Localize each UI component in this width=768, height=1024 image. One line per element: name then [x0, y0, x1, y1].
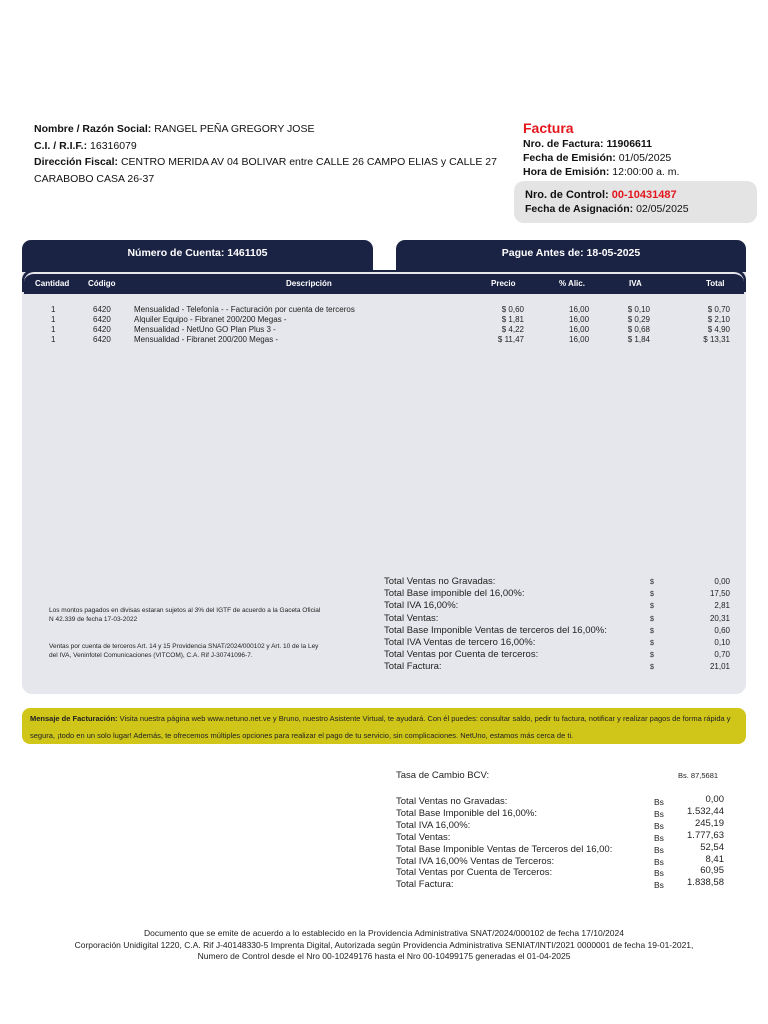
customer-name: RANGEL PEÑA GREGORY JOSE [154, 123, 315, 135]
customer-address-1: CENTRO MERIDA AV 04 BOLIVAR entre CALLE 26 CAMPO ELIAS y CALLE 27 [120, 156, 497, 168]
cell-alic: 16,00 [569, 325, 590, 334]
igtf-note: Los montos pagados en divisas estaran sujetos al 3% del IGTF de acuerdo a la Gaceta Oficial N 42.339 de fecha 17-03-2022 [49, 607, 321, 623]
bs-total-value: 52,54 [700, 841, 724, 853]
cell-codigo: 6420 [93, 305, 111, 314]
cell-precio: $ 11,47 [497, 335, 524, 344]
usd-currency: $ [650, 591, 654, 599]
cell-codigo: 6420 [93, 315, 111, 324]
bs-total-value: 245,19 [694, 817, 724, 829]
due-date-tab: Pague Antes de: 18-05-2025 [396, 240, 746, 272]
th-iva: IVA [629, 279, 642, 288]
billing-message-label: Mensaje de Facturación: [30, 714, 118, 723]
invoice-time: 12:00:00 a. m. [612, 166, 680, 178]
bcv-label: Tasa de Cambio BCV: [396, 770, 490, 781]
bs-total-label: Total Base Imponible Ventas de Terceros del 16,00: [396, 843, 613, 855]
assign-date-label: Fecha de Asignación: [525, 203, 634, 215]
bs-total-value: 60,95 [700, 865, 724, 877]
bs-currency: Bs [654, 880, 664, 891]
th-cantidad: Cantidad [35, 279, 70, 288]
usd-totals-labels [384, 576, 607, 674]
usd-total-value: 21,01 [709, 662, 730, 672]
usd-total-value: 0,60 [714, 625, 730, 635]
usd-currency: $ [650, 615, 654, 623]
bs-currency: Bs [654, 808, 664, 819]
invoice-info [523, 137, 679, 179]
usd-totals-values [680, 576, 730, 674]
table-row [0, 335, 768, 345]
bs-currency: Bs [654, 844, 664, 855]
usd-total-value: 0,10 [714, 638, 730, 648]
billing-message-text: Visita nuestra página web www.netuno.net.ve y Bruno, nuestro Asistente Virtual, te ayudará. Con él puedes: consultar saldo, pedir tu factura, notificar y realizar pagos de forma rápida y segura, ¡todo en un solo lugar! Además, te ofrecemos múltiples opciones para realizar el pago de tu servicio, sin complicaciones. NetUno, estamos más cerca de ti. [30, 714, 731, 740]
cell-alic: 16,00 [569, 315, 590, 324]
customer-info [34, 121, 514, 187]
usd-total-value: 2,81 [714, 601, 730, 611]
usd-total-label: Total Base imponible del 16,00%: [384, 588, 525, 600]
cell-precio: $ 0,60 [501, 305, 524, 314]
cell-cantidad: 1 [51, 325, 56, 334]
cell-total: $ 2,10 [707, 315, 730, 324]
usd-total-label: Total Ventas no Gravadas: [384, 576, 496, 587]
bs-currency: Bs [654, 797, 664, 807]
cell-total: $ 4,90 [707, 325, 730, 334]
billing-message-content [30, 710, 742, 744]
invoice-time-line [523, 165, 679, 179]
cell-cantidad: 1 [51, 305, 56, 314]
cell-descripcion: Alquiler Equipo - Fibranet 200/200 Megas - [134, 315, 287, 324]
usd-total-value: 17,50 [709, 589, 730, 599]
bs-currency: Bs [654, 868, 664, 879]
usd-currency: $ [650, 640, 654, 648]
bs-total-label: Total Base Imponible del 16,00%: [396, 807, 538, 819]
th-codigo: Código [88, 279, 116, 288]
cell-cantidad: 1 [51, 315, 56, 324]
bs-total-label: Total Ventas no Gravadas: [396, 796, 508, 807]
invoice-number: 11906611 [606, 138, 652, 150]
customer-rif: 16316079 [90, 139, 137, 152]
control-number-label: Nro. de Control: [525, 189, 609, 201]
cell-iva: $ 0,68 [627, 325, 650, 334]
usd-total-label: Total IVA Ventas de tercero 16,00%: [384, 637, 536, 649]
cell-total: $ 0,70 [707, 305, 730, 314]
bs-total-value: 1.532,44 [687, 805, 724, 817]
th-descripcion: Descripción [286, 279, 332, 288]
usd-currency: $ [650, 603, 654, 611]
assign-date: 02/05/2025 [636, 203, 689, 215]
bs-total-value: 8,41 [705, 853, 724, 865]
cell-descripcion: Mensualidad - Telefonía - - Facturación por cuenta de terceros [134, 305, 355, 314]
cell-descripcion: Mensualidad - Fibranet 200/200 Megas - [134, 335, 279, 344]
invoice-number-label: Nro. de Factura: [523, 138, 604, 150]
usd-currency: $ [650, 652, 654, 660]
usd-total-label: Total Base Imponible Ventas de terceros del 16,00%: [384, 624, 607, 636]
th-alic: % Alic. [559, 279, 585, 288]
cell-precio: $ 1,81 [501, 315, 524, 324]
usd-currency: $ [650, 579, 654, 586]
usd-totals-currency [650, 577, 654, 675]
bs-total-label: Total IVA 16,00% Ventas de Terceros: [396, 855, 555, 867]
usd-total-label: Total IVA 16,00%: [384, 600, 459, 612]
control-number: 00-10431487 [611, 189, 677, 201]
cell-alic: 16,00 [569, 305, 590, 314]
bs-totals-currency [654, 797, 664, 892]
bs-total-label: Total Ventas: [396, 831, 451, 843]
bs-total-label: Total Ventas por Cuenta de Terceros: [396, 867, 553, 879]
cell-descripcion: Mensualidad - NetUno GO Plan Plus 3 - [134, 325, 276, 334]
customer-rif-label: C.I. / R.I.F.: [34, 139, 88, 152]
th-total: Total [706, 279, 725, 288]
usd-total-label: Total Ventas por Cuenta de terceros: [384, 649, 539, 661]
bcv-value: Bs. 87,5681 [678, 771, 719, 780]
bs-currency: Bs [654, 832, 664, 843]
usd-currency: $ [650, 664, 654, 672]
bs-totals-labels [396, 796, 612, 891]
customer-address-line [34, 154, 514, 171]
invoice-date: 01/05/2025 [618, 152, 672, 164]
invoice-number-line [523, 137, 679, 151]
bs-total-value: 1.838,58 [687, 877, 724, 889]
usd-total-label: Total Ventas: [384, 612, 439, 624]
invoice-date-line [523, 151, 679, 165]
footer-line-1: Documento que se emite de acuerdo a lo establecido en la Providencia Administrativa SNAT/2024/000102 de fecha 17/10/2024 [144, 928, 624, 938]
cell-codigo: 6420 [93, 335, 111, 344]
bs-total-label: Total Factura: [396, 879, 454, 891]
bs-currency: Bs [654, 820, 664, 831]
assign-date-line [525, 202, 689, 216]
cell-precio: $ 4,22 [501, 325, 524, 334]
usd-total-label: Total Factura: [384, 661, 442, 673]
cell-total: $ 13,31 [703, 335, 730, 344]
customer-name-line [34, 121, 514, 138]
bs-total-value: 1.777,63 [687, 829, 724, 841]
invoice-title: Factura [523, 120, 574, 136]
billing-message [22, 708, 746, 744]
usd-total-value: 0,00 [714, 577, 730, 586]
customer-address-2: CARABOBO CASA 26-37 [34, 172, 155, 185]
table-header [24, 272, 744, 294]
table-row [0, 325, 768, 335]
th-precio: Precio [491, 279, 516, 288]
bs-totals-values [670, 794, 724, 889]
account-number-tab: Número de Cuenta: 1461105 [22, 240, 373, 272]
cell-iva: $ 0,10 [627, 305, 650, 314]
terceros-note: Ventas por cuenta de terceros Art. 14 y 15 Providencia SNAT/2024/000102 y Art. 10 de la Ley del IVA, Veninfotel Comunicaciones (VITCOM), C.A. Rif J-30741096-7. [49, 643, 319, 659]
invoice-time-label: Hora de Emisión: [523, 166, 610, 178]
bs-total-label: Total IVA 16,00%: [396, 819, 471, 831]
usd-total-value: 20,31 [709, 613, 730, 623]
customer-name-label: Nombre / Razón Social: [34, 123, 152, 135]
invoice-date-label: Fecha de Emisión: [523, 152, 616, 164]
cell-iva: $ 1,84 [627, 335, 650, 344]
cell-codigo: 6420 [93, 325, 111, 334]
customer-rif-line [34, 138, 514, 155]
bs-currency: Bs [654, 856, 664, 867]
control-number-line [525, 188, 689, 202]
cell-cantidad: 1 [51, 335, 56, 344]
legal-footer [60, 928, 708, 963]
table-row [0, 315, 768, 325]
table-row [0, 305, 768, 315]
cell-iva: $ 0,29 [627, 315, 650, 324]
usd-total-value: 0,70 [714, 650, 730, 660]
cell-alic: 16,00 [569, 335, 590, 344]
bs-total-value: 0,00 [705, 794, 724, 805]
footer-line-2: Corporación Unidigital 1220, C.A. Rif J-40148330-5 Imprenta Digital, Autorizada según Providencia Administrativa SENIAT/INTI/2021 0000001 de fecha 19-01-2021, Numero de Control desde el Nro 00-10249176 hasta el Nro 00-10499175 generadas el 01-04-2025 [74, 939, 694, 961]
usd-currency: $ [650, 627, 654, 635]
customer-address-label: Dirección Fiscal: [34, 156, 119, 168]
control-info [525, 188, 689, 216]
